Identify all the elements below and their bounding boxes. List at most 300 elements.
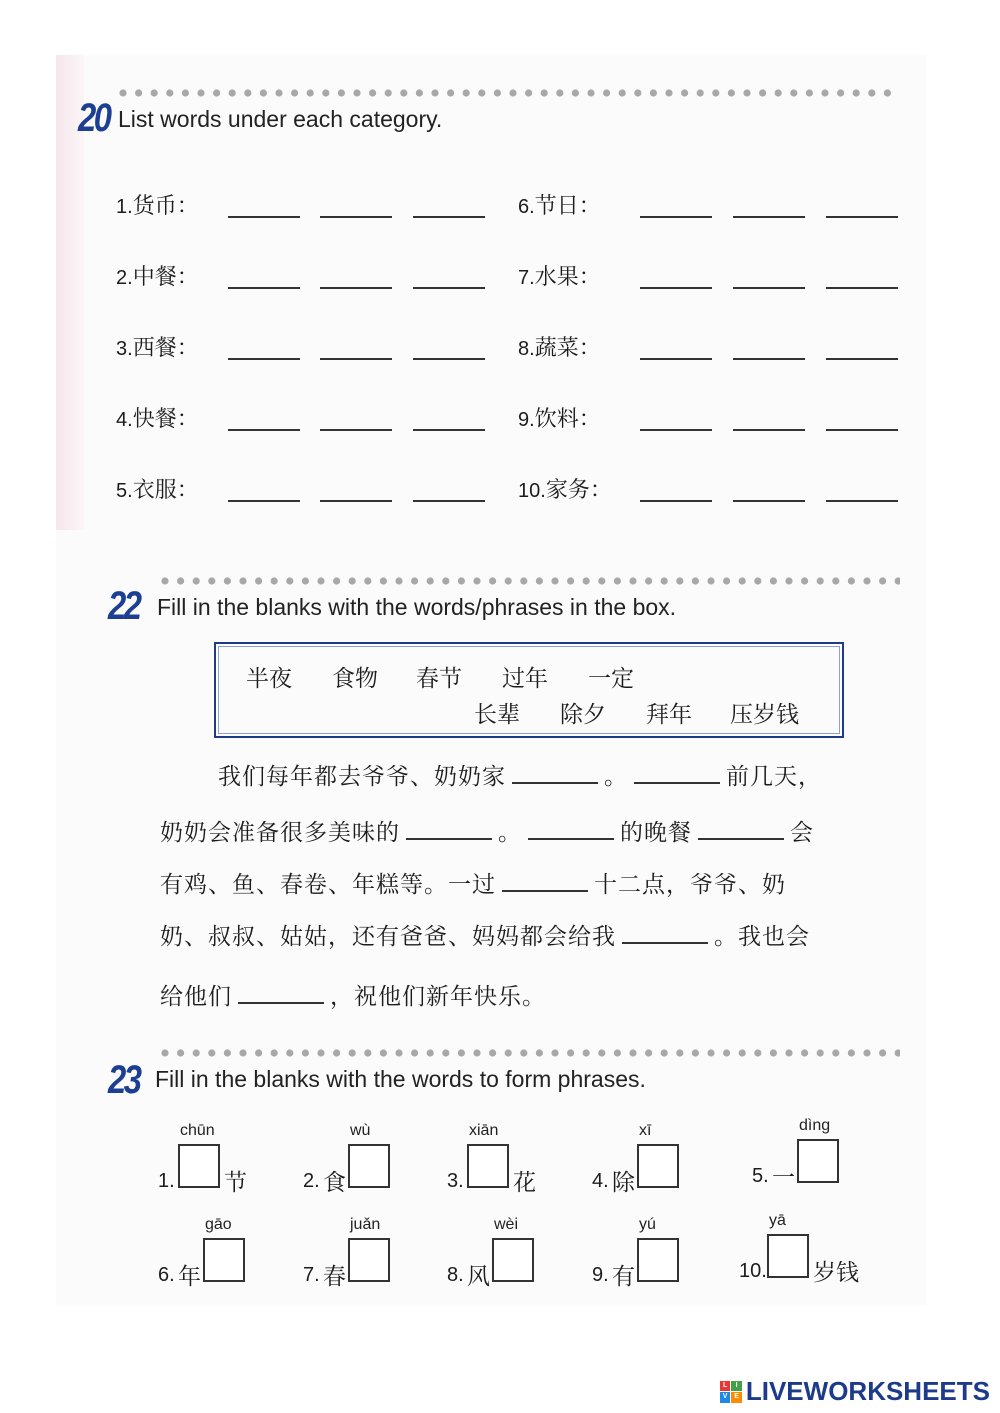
phrase-number: 7. [303, 1264, 320, 1286]
answer-box[interactable] [637, 1144, 679, 1188]
divider-dot [806, 89, 813, 96]
dotted-divider-graphic [160, 576, 900, 586]
answer-box[interactable] [348, 1238, 390, 1282]
divider-dot [463, 89, 470, 96]
category-label [116, 331, 199, 362]
divider-dot [801, 577, 808, 584]
divider-dot [863, 1049, 870, 1056]
divider-dot [302, 577, 309, 584]
divider-dot [879, 577, 886, 584]
phrase-number: 6. [158, 1264, 175, 1286]
phrase-number: 5. [752, 1165, 769, 1187]
divider-dot [598, 577, 605, 584]
phrase-number: 9. [592, 1264, 609, 1286]
phrase-number: 1. [158, 1170, 175, 1192]
fill-blank[interactable] [634, 782, 720, 784]
section-number: 20 [78, 96, 110, 140]
answer-blank[interactable] [733, 216, 805, 218]
divider-dot [707, 1049, 714, 1056]
phrase-character: 花 [513, 1170, 536, 1196]
divider-dot [208, 577, 215, 584]
word-bank-item: 过年 [502, 666, 548, 692]
category-name: 快餐： [132, 407, 199, 432]
answer-blank[interactable] [320, 358, 392, 360]
passage-text: 奶、叔叔、姑姑，还有爸爸、妈妈都会给我 [160, 924, 616, 950]
pinyin-hint: xiān [469, 1122, 499, 1139]
divider-dot [728, 89, 735, 96]
passage-text: 奶奶会准备很多美味的 [160, 820, 400, 846]
divider-dot [380, 1049, 387, 1056]
category-row [518, 393, 601, 433]
category-label [518, 402, 601, 433]
divider-dot [692, 577, 699, 584]
phrase-character: 一 [772, 1165, 795, 1191]
fill-blank[interactable] [698, 838, 784, 840]
divider-dot [275, 89, 282, 96]
category-row [116, 464, 199, 504]
divider-dot [494, 89, 501, 96]
phrase-number: 10. [739, 1260, 767, 1282]
answer-box[interactable] [348, 1144, 390, 1188]
answer-blank[interactable] [733, 287, 805, 289]
divider-dot [817, 577, 824, 584]
category-name: 蔬菜： [534, 336, 601, 361]
divider-dot [661, 1049, 668, 1056]
answer-blank[interactable] [640, 287, 712, 289]
divider-dot [135, 89, 142, 96]
divider-dot [193, 1049, 200, 1056]
category-name: 节日： [534, 194, 601, 219]
divider-dot [556, 89, 563, 96]
answer-blank[interactable] [228, 429, 300, 431]
fill-blank[interactable] [528, 838, 614, 840]
section-number: 23 [108, 1058, 140, 1102]
divider-dot [567, 1049, 574, 1056]
item-number: 7. [518, 267, 535, 289]
divider-dot [193, 577, 200, 584]
passage-text: 会 [790, 820, 814, 846]
passage-text: 我们每年都去爷爷、奶奶家 [218, 764, 506, 790]
divider-dot [385, 89, 392, 96]
category-row [116, 393, 199, 433]
word-bank-item: 春节 [416, 666, 462, 692]
divider-dot [239, 1049, 246, 1056]
divider-dot [364, 577, 371, 584]
divider-dot [650, 89, 657, 96]
answer-blank[interactable] [826, 429, 898, 431]
phrase-character: 除 [612, 1170, 635, 1196]
divider-dot [567, 577, 574, 584]
divider-dot [505, 577, 512, 584]
phrase-character: 风 [467, 1264, 490, 1290]
divider-dot [525, 89, 532, 96]
divider-dot [416, 89, 423, 96]
category-name: 中餐： [132, 265, 199, 290]
answer-blank[interactable] [228, 500, 300, 502]
divider-dot [583, 1049, 590, 1056]
divider-dot [551, 1049, 558, 1056]
answer-blank[interactable] [320, 287, 392, 289]
divider-dot [255, 1049, 262, 1056]
item-number: 10. [518, 480, 546, 502]
phrase-number: 4. [592, 1170, 609, 1192]
divider-dot [754, 577, 761, 584]
passage-text: 。 [498, 820, 522, 846]
divider-dot [208, 1049, 215, 1056]
liveworksheets-brand [720, 1376, 990, 1407]
item-number: 8. [518, 338, 535, 360]
fill-blank[interactable] [406, 838, 492, 840]
category-name: 家务： [545, 478, 612, 503]
divider-dot [583, 577, 590, 584]
word-bank-box [214, 642, 844, 738]
divider-dot [291, 89, 298, 96]
divider-dot [707, 577, 714, 584]
phrase-character: 春 [323, 1264, 346, 1290]
divider-dot [817, 1049, 824, 1056]
divider-dot [884, 89, 891, 96]
divider-dot [333, 577, 340, 584]
passage-line-4 [160, 918, 810, 951]
divider-dot [458, 1049, 465, 1056]
pinyin-hint: gāo [205, 1216, 232, 1233]
divider-dot [598, 1049, 605, 1056]
category-label [518, 260, 601, 291]
divider-dot [739, 577, 746, 584]
divider-dot [317, 577, 324, 584]
divider-dot [349, 1049, 356, 1056]
category-label [116, 402, 199, 433]
answer-blank[interactable] [413, 358, 485, 360]
passage-line-3 [160, 866, 786, 899]
divider-dot [307, 89, 314, 96]
divider-dot [848, 1049, 855, 1056]
answer-blank[interactable] [733, 358, 805, 360]
answer-blank[interactable] [640, 429, 712, 431]
divider-dot [603, 89, 610, 96]
divider-dot [119, 89, 126, 96]
divider-dot [271, 1049, 278, 1056]
word-bank-item: 食物 [332, 666, 378, 692]
dotted-divider [118, 88, 898, 98]
divider-dot [395, 577, 402, 584]
pinyin-hint: dìng [799, 1117, 831, 1134]
divider-dot [286, 577, 293, 584]
divider-dot [785, 577, 792, 584]
divider-dot [645, 577, 652, 584]
divider-dot [166, 89, 173, 96]
passage-text: 前几天， [726, 764, 822, 790]
divider-dot [224, 577, 231, 584]
divider-dot [286, 1049, 293, 1056]
divider-dot [770, 1049, 777, 1056]
divider-dot [853, 89, 860, 96]
divider-dot [629, 1049, 636, 1056]
divider-dot [442, 577, 449, 584]
divider-dot [541, 89, 548, 96]
liveworksheets-logo-icon: L I V E [720, 1381, 742, 1403]
divider-dot [572, 89, 579, 96]
divider-dot [239, 577, 246, 584]
pinyin-hint: juǎn [350, 1216, 381, 1233]
divider-dot [551, 577, 558, 584]
passage-text: 。 [604, 764, 628, 790]
category-label [518, 189, 601, 220]
divider-dot [489, 577, 496, 584]
divider-dot [333, 1049, 340, 1056]
category-row [518, 464, 612, 504]
word-bank-item: 除夕 [560, 702, 606, 728]
divider-dot [197, 89, 204, 96]
divider-dot [353, 89, 360, 96]
category-row [116, 251, 199, 291]
divider-dot [161, 1049, 168, 1056]
section-instruction: Fill in the blanks with the words/phrases in the box. [157, 594, 677, 620]
category-row [518, 251, 601, 291]
answer-blank[interactable] [228, 216, 300, 218]
category-name: 西餐： [132, 336, 199, 361]
divider-dot [712, 89, 719, 96]
word-bank-item: 压岁钱 [730, 702, 799, 728]
divider-dot [322, 89, 329, 96]
divider-dot [509, 89, 516, 96]
divider-dot [400, 89, 407, 96]
divider-dot [895, 1049, 900, 1056]
divider-dot [775, 89, 782, 96]
item-number: 3. [116, 338, 133, 360]
divider-dot [587, 89, 594, 96]
item-number: 1. [116, 196, 133, 218]
passage-text: ，祝他们新年快乐。 [330, 984, 546, 1010]
answer-box[interactable] [203, 1238, 245, 1282]
answer-blank[interactable] [413, 287, 485, 289]
answer-blank[interactable] [228, 358, 300, 360]
category-row [518, 322, 601, 362]
phrase-character: 节 [224, 1170, 247, 1196]
category-label [116, 473, 199, 504]
answer-blank[interactable] [640, 358, 712, 360]
divider-dot [473, 1049, 480, 1056]
divider-dot [785, 1049, 792, 1056]
answer-blank[interactable] [320, 500, 392, 502]
item-number: 9. [518, 409, 535, 431]
divider-dot [614, 1049, 621, 1056]
dotted-divider [160, 1048, 900, 1058]
divider-dot [478, 89, 485, 96]
divider-dot [431, 89, 438, 96]
category-row [116, 180, 199, 220]
divider-dot [661, 577, 668, 584]
category-name: 水果： [534, 265, 601, 290]
passage-line-5 [160, 978, 546, 1011]
divider-dot [458, 577, 465, 584]
category-row [518, 180, 601, 220]
divider-dot [697, 89, 704, 96]
pinyin-hint: wù [350, 1122, 371, 1139]
answer-blank[interactable] [733, 429, 805, 431]
divider-dot [739, 1049, 746, 1056]
divider-dot [317, 1049, 324, 1056]
phrase-number: 8. [447, 1264, 464, 1286]
divider-dot [442, 1049, 449, 1056]
divider-dot [619, 89, 626, 96]
answer-box[interactable] [767, 1234, 809, 1278]
answer-blank[interactable] [640, 216, 712, 218]
answer-blank[interactable] [228, 287, 300, 289]
item-number: 6. [518, 196, 535, 218]
fill-blank[interactable] [238, 1002, 324, 1004]
divider-dot [536, 577, 543, 584]
answer-blank[interactable] [733, 500, 805, 502]
divider-dot [177, 577, 184, 584]
category-label [116, 189, 199, 220]
word-bank-item: 半夜 [246, 666, 292, 692]
phrase-number: 2. [303, 1170, 320, 1192]
category-label [518, 331, 601, 362]
divider-dot [427, 1049, 434, 1056]
fill-blank[interactable] [622, 942, 708, 944]
divider-dot [505, 1049, 512, 1056]
category-name: 衣服： [132, 478, 199, 503]
category-row [116, 322, 199, 362]
divider-dot [182, 89, 189, 96]
divider-dot [447, 89, 454, 96]
divider-dot [411, 577, 418, 584]
passage-text: 的晚餐 [620, 820, 692, 846]
answer-blank[interactable] [826, 287, 898, 289]
divider-dot [676, 577, 683, 584]
divider-dot [723, 577, 730, 584]
answer-blank[interactable] [640, 500, 712, 502]
answer-blank[interactable] [413, 429, 485, 431]
answer-box[interactable] [797, 1139, 839, 1183]
divider-dot [754, 1049, 761, 1056]
answer-box[interactable] [637, 1238, 679, 1282]
divider-dot [151, 89, 158, 96]
divider-dot [395, 1049, 402, 1056]
divider-dot [868, 89, 875, 96]
answer-box[interactable] [178, 1144, 220, 1188]
divider-dot [790, 89, 797, 96]
section-number: 22 [108, 584, 140, 628]
divider-dot [692, 1049, 699, 1056]
divider-dot [364, 1049, 371, 1056]
passage-line-2 [160, 814, 814, 847]
dotted-divider-graphic [160, 1048, 900, 1058]
divider-dot [427, 577, 434, 584]
answer-blank[interactable] [826, 216, 898, 218]
divider-dot [177, 1049, 184, 1056]
divider-dot [837, 89, 844, 96]
dotted-divider [160, 576, 900, 586]
section-instruction: List words under each category. [118, 106, 443, 132]
divider-dot [629, 577, 636, 584]
divider-dot [473, 577, 480, 584]
answer-blank[interactable] [826, 358, 898, 360]
category-name: 饮料： [534, 407, 601, 432]
divider-dot [244, 89, 251, 96]
brand-name: LIVEWORKSHEETS [745, 1376, 990, 1406]
divider-dot [832, 1049, 839, 1056]
divider-dot [645, 1049, 652, 1056]
divider-dot [338, 89, 345, 96]
divider-dot [213, 89, 220, 96]
divider-dot [260, 89, 267, 96]
divider-dot [369, 89, 376, 96]
divider-dot [759, 89, 766, 96]
answer-blank[interactable] [413, 500, 485, 502]
divider-dot [271, 577, 278, 584]
answer-box[interactable] [492, 1238, 534, 1282]
divider-dot [411, 1049, 418, 1056]
divider-dot [723, 1049, 730, 1056]
divider-dot [349, 577, 356, 584]
pinyin-hint: xī [639, 1122, 652, 1139]
answer-blank[interactable] [826, 500, 898, 502]
answer-blank[interactable] [320, 429, 392, 431]
divider-dot [863, 577, 870, 584]
word-bank-item: 长辈 [474, 702, 520, 728]
pinyin-hint: yú [639, 1216, 656, 1233]
divider-dot [380, 577, 387, 584]
divider-dot [879, 1049, 886, 1056]
phrase-character: 食 [323, 1170, 346, 1196]
phrase-number: 3. [447, 1170, 464, 1192]
phrase-character: 岁钱 [813, 1260, 859, 1286]
passage-text: 。我也会 [714, 924, 810, 950]
divider-dot [224, 1049, 231, 1056]
divider-dot [489, 1049, 496, 1056]
divider-dot [520, 1049, 527, 1056]
passage-text: 给他们 [160, 984, 232, 1010]
item-number: 5. [116, 480, 133, 502]
divider-dot [681, 89, 688, 96]
divider-dot [743, 89, 750, 96]
passage-line-1 [218, 758, 822, 791]
category-name: 货币： [132, 194, 199, 219]
divider-dot [520, 577, 527, 584]
category-label [116, 260, 199, 291]
passage-text: 十二点，爷爷、奶 [594, 872, 786, 898]
answer-box[interactable] [467, 1144, 509, 1188]
divider-dot [801, 1049, 808, 1056]
dotted-divider-graphic [118, 88, 898, 98]
fill-blank[interactable] [502, 890, 588, 892]
divider-dot [895, 577, 900, 584]
divider-dot [832, 577, 839, 584]
pinyin-hint: chūn [180, 1122, 215, 1139]
phrase-character: 年 [178, 1264, 201, 1290]
divider-dot [770, 577, 777, 584]
divider-dot [634, 89, 641, 96]
word-bank-item: 一定 [588, 666, 634, 692]
divider-dot [676, 1049, 683, 1056]
passage-text: 有鸡、鱼、春卷、年糕等。一过 [160, 872, 496, 898]
divider-dot [536, 1049, 543, 1056]
divider-dot [255, 577, 262, 584]
divider-dot [302, 1049, 309, 1056]
divider-dot [821, 89, 828, 96]
word-bank-item: 拜年 [646, 702, 692, 728]
answer-blank[interactable] [320, 216, 392, 218]
answer-blank[interactable] [413, 216, 485, 218]
fill-blank[interactable] [512, 782, 598, 784]
pinyin-hint: yā [769, 1212, 786, 1229]
category-label [518, 473, 612, 504]
section-instruction: Fill in the blanks with the words to form phrases. [155, 1066, 646, 1092]
divider-dot [614, 577, 621, 584]
item-number: 4. [116, 409, 133, 431]
